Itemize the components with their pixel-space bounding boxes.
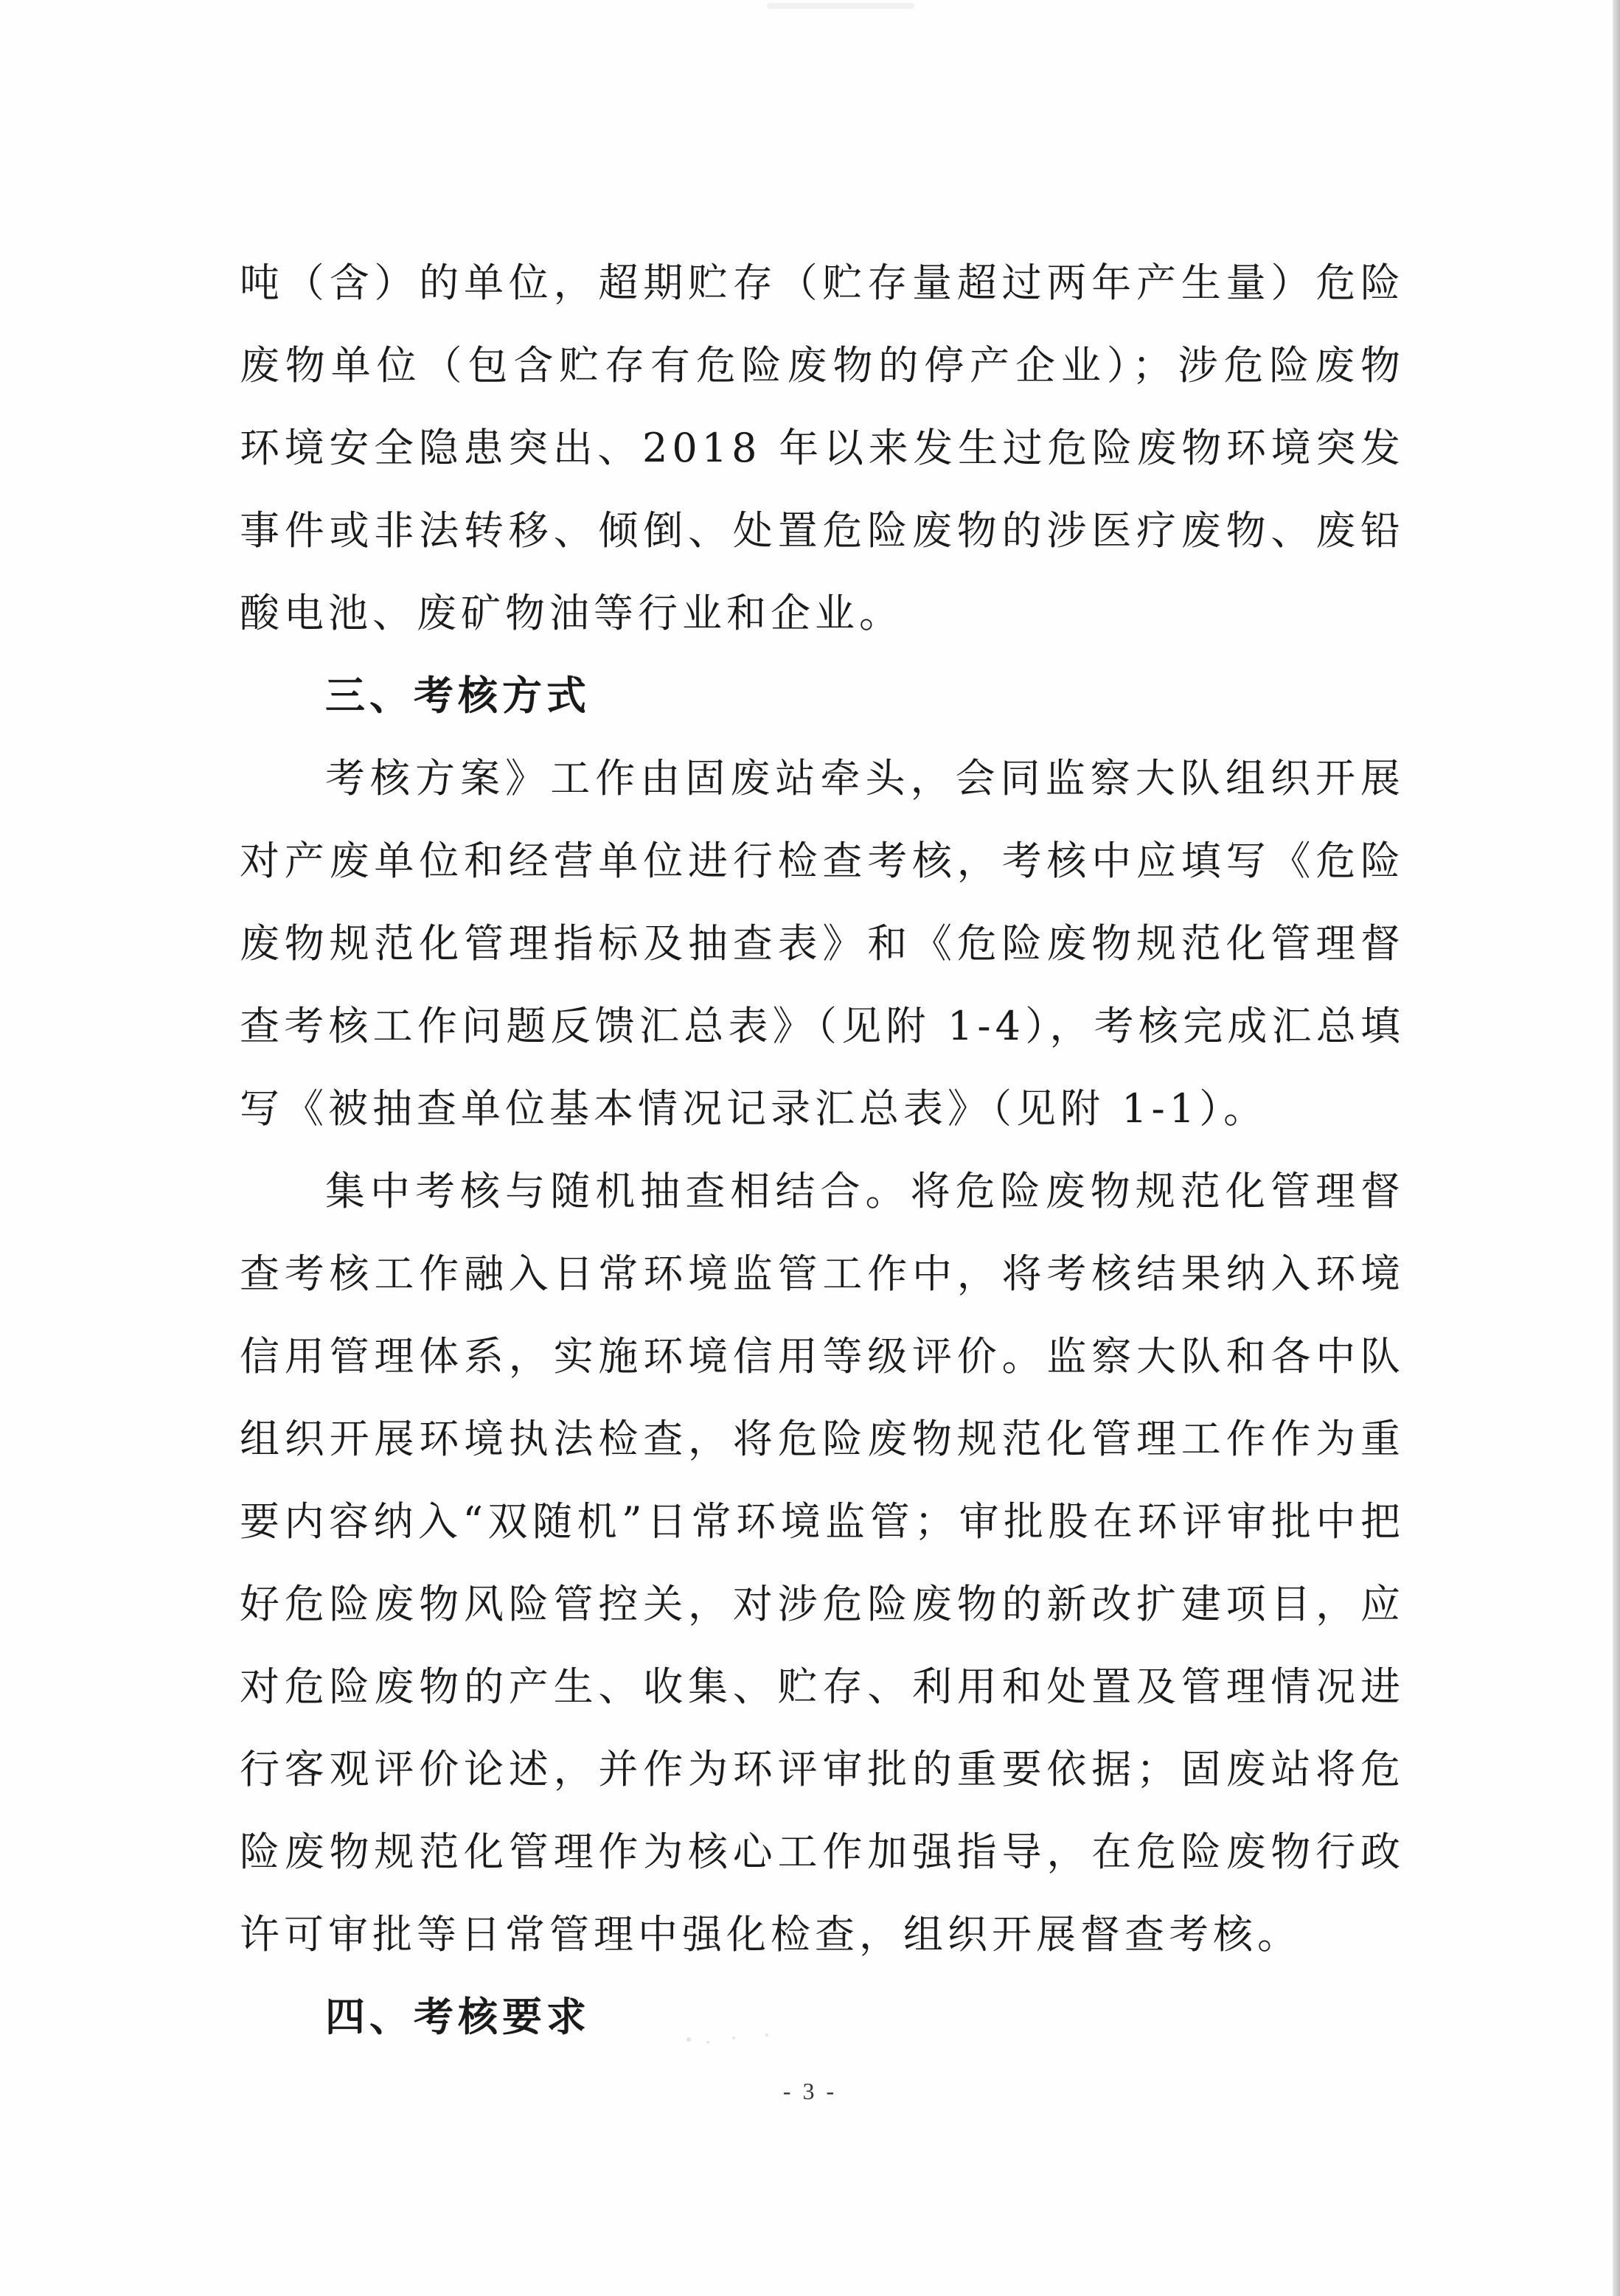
paragraph-combined-inspection: 集中考核与随机抽查相结合。将危险废物规范化管理督查考核工作融入日常环境监管工作中，将考核结果纳入环境信用管理体系，实施环境信用等级评价。监察大队和各中队组织开展环境执法检查，将危险废物规范化管理工作作为重要内容纳入“双随机”日常环境监管；审批股在环评审批中把好危险废物风险管控关，对涉危险废物的新改扩建项目，应对危险废物的产生、收集、贮存、利用和处置及管理情况进行客观评价论述，并作为环评审批的重要依据；固废站将危险废物规范化管理作为核心工作加强指导，在危险废物行政许可审批等日常管理中强化检查，组织开展督查考核。 [240,1168,1405,1958]
paragraph-scope-continuation: 吨（含）的单位，超期贮存（贮存量超过两年产生量）危险废物单位（包含贮存有危险废物的停产企业）；涉危险废物环境安全隐患突出、2018 年以来发生过危险废物环境突发事件或非法转移、倾倒、处置危险废物的涉医疗废物、废铅酸电池、废矿物油等行业和企业。 [240,260,1405,636]
section-heading-assessment-requirements: 四、考核要求 [325,1994,591,2040]
section-heading-assessment-method: 三、考核方式 [325,672,591,719]
scan-right-edge [1613,0,1620,2296]
paragraph-assessment-lead: 考核方案》工作由固废站牵头，会同监察大队组织开展对产废单位和经营单位进行检查考核，考核中应填写《危险废物规范化管理指标及抽查表》和《危险废物规范化管理督查考核工作问题反馈汇总表》（见附 1-4），考核完成汇总填写《被抽查单位基本情况记录汇总表》（见附 1-1）。 [240,755,1405,1132]
scan-edge-mark [767,3,914,9]
scan-smudge [678,2029,782,2048]
document-body [240,242,1405,2059]
page-number: - 3 - [782,2078,838,2104]
